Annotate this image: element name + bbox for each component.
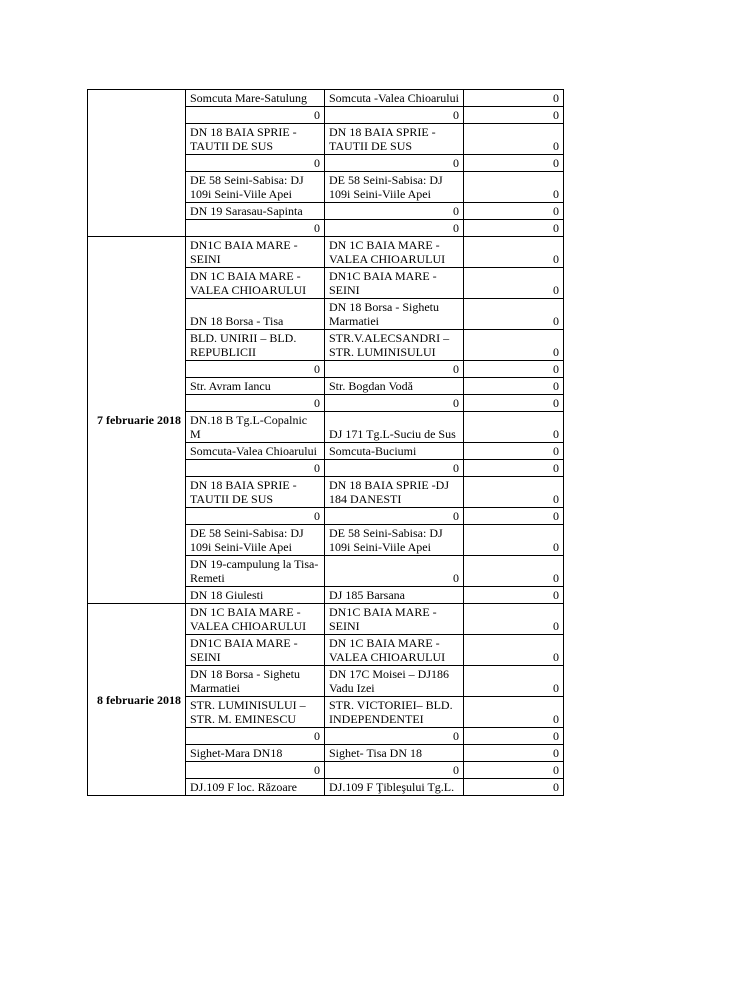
value-cell: 0 [464, 155, 564, 172]
from-location-cell: DE 58 Seini-Sabisa: DJ 109i Seini-Viile Apei [186, 525, 325, 556]
to-location-cell: Somcuta -Valea Chioarului [325, 90, 464, 107]
to-location-cell: DJ 171 Tg.L-Suciu de Sus [325, 412, 464, 443]
value-cell: 0 [464, 556, 564, 587]
from-location-cell: 0 [186, 155, 325, 172]
to-location-cell: DN 18 BAIA SPRIE - TAUTII DE SUS [325, 124, 464, 155]
from-location-cell: DN 18 Borsa - Sighetu Marmatiei [186, 666, 325, 697]
from-location-cell: DN 19-campulung la Tisa- Remeti [186, 556, 325, 587]
date-cell: 7 februarie 2018 [88, 237, 186, 604]
from-location-cell: DN 18 BAIA SPRIE - TAUTII DE SUS [186, 477, 325, 508]
to-location-cell: 0 [325, 556, 464, 587]
value-cell: 0 [464, 745, 564, 762]
value-cell: 0 [464, 90, 564, 107]
from-location-cell: 0 [186, 508, 325, 525]
to-location-cell: 0 [325, 460, 464, 477]
value-cell: 0 [464, 299, 564, 330]
from-location-cell: DN1C BAIA MARE - SEINI [186, 635, 325, 666]
from-location-cell: 0 [186, 395, 325, 412]
to-location-cell: DN 18 BAIA SPRIE -DJ 184 DANESTI [325, 477, 464, 508]
from-location-cell: Sighet-Mara DN18 [186, 745, 325, 762]
from-location-cell: 0 [186, 361, 325, 378]
to-location-cell: DN 1C BAIA MARE - VALEA CHIOARULUI [325, 237, 464, 268]
from-location-cell: DN 1C BAIA MARE - VALEA CHIOARULUI [186, 604, 325, 635]
from-location-cell: DN 18 BAIA SPRIE - TAUTII DE SUS [186, 124, 325, 155]
value-cell: 0 [464, 395, 564, 412]
value-cell: 0 [464, 412, 564, 443]
from-location-cell: DN 18 Borsa - Tisa [186, 299, 325, 330]
from-location-cell: 0 [186, 762, 325, 779]
value-cell: 0 [464, 124, 564, 155]
to-location-cell: 0 [325, 361, 464, 378]
to-location-cell: DN 1C BAIA MARE - VALEA CHIOARULUI [325, 635, 464, 666]
value-cell: 0 [464, 525, 564, 556]
from-location-cell: DN 19 Sarasau-Sapinta [186, 203, 325, 220]
to-location-cell: 0 [325, 220, 464, 237]
from-location-cell: DN1C BAIA MARE - SEINI [186, 237, 325, 268]
value-cell: 0 [464, 697, 564, 728]
to-location-cell: 0 [325, 203, 464, 220]
value-cell: 0 [464, 220, 564, 237]
to-location-cell: DN 18 Borsa - Sighetu Marmatiei [325, 299, 464, 330]
to-location-cell: DJ.109 F Ţibleşului Tg.L. [325, 779, 464, 796]
to-location-cell: 0 [325, 155, 464, 172]
date-cell [88, 90, 186, 237]
to-location-cell: Somcuta-Buciumi [325, 443, 464, 460]
value-cell: 0 [464, 378, 564, 395]
value-cell: 0 [464, 762, 564, 779]
to-location-cell: STR.V.ALECSANDRI – STR. LUMINISULUI [325, 330, 464, 361]
to-location-cell: DE 58 Seini-Sabisa: DJ 109i Seini-Viile Apei [325, 525, 464, 556]
from-location-cell: DN 1C BAIA MARE - VALEA CHIOARULUI [186, 268, 325, 299]
to-location-cell: STR. VICTORIEI– BLD. INDEPENDENTEI [325, 697, 464, 728]
value-cell: 0 [464, 107, 564, 124]
from-location-cell: STR. LUMINISULUI – STR. M. EMINESCU [186, 697, 325, 728]
value-cell: 0 [464, 330, 564, 361]
value-cell: 0 [464, 237, 564, 268]
from-location-cell: 0 [186, 107, 325, 124]
from-location-cell: 0 [186, 728, 325, 745]
from-location-cell: DJ.109 F loc. Răzoare [186, 779, 325, 796]
value-cell: 0 [464, 635, 564, 666]
value-cell: 0 [464, 443, 564, 460]
value-cell: 0 [464, 728, 564, 745]
traffic-table [87, 89, 564, 796]
from-location-cell: Str. Avram Iancu [186, 378, 325, 395]
value-cell: 0 [464, 268, 564, 299]
value-cell: 0 [464, 508, 564, 525]
value-cell: 0 [464, 779, 564, 796]
to-location-cell: DN1C BAIA MARE - SEINI [325, 268, 464, 299]
table-row [88, 90, 564, 107]
value-cell: 0 [464, 587, 564, 604]
to-location-cell: DJ 185 Barsana [325, 587, 464, 604]
to-location-cell: 0 [325, 728, 464, 745]
table-row [88, 237, 564, 268]
to-location-cell: Sighet- Tisa DN 18 [325, 745, 464, 762]
value-cell: 0 [464, 666, 564, 697]
from-location-cell: 0 [186, 220, 325, 237]
to-location-cell: DE 58 Seini-Sabisa: DJ 109i Seini-Viile Apei [325, 172, 464, 203]
from-location-cell: Somcuta-Valea Chioarului [186, 443, 325, 460]
value-cell: 0 [464, 477, 564, 508]
to-location-cell: 0 [325, 762, 464, 779]
value-cell: 0 [464, 460, 564, 477]
from-location-cell: BLD. UNIRII – BLD. REPUBLICII [186, 330, 325, 361]
from-location-cell: DN 18 Giulesti [186, 587, 325, 604]
value-cell: 0 [464, 604, 564, 635]
to-location-cell: 0 [325, 395, 464, 412]
from-location-cell: DE 58 Seini-Sabisa: DJ 109i Seini-Viile Apei [186, 172, 325, 203]
to-location-cell: Str. Bogdan Vodă [325, 378, 464, 395]
date-cell: 8 februarie 2018 [88, 604, 186, 796]
from-location-cell: 0 [186, 460, 325, 477]
to-location-cell: 0 [325, 508, 464, 525]
to-location-cell: DN 17C Moisei – DJ186 Vadu Izei [325, 666, 464, 697]
value-cell: 0 [464, 361, 564, 378]
to-location-cell: 0 [325, 107, 464, 124]
table-row [88, 604, 564, 635]
to-location-cell: DN1C BAIA MARE - SEINI [325, 604, 464, 635]
value-cell: 0 [464, 203, 564, 220]
value-cell: 0 [464, 172, 564, 203]
from-location-cell: Somcuta Mare-Satulung [186, 90, 325, 107]
from-location-cell: DN.18 B Tg.L-Copalnic M [186, 412, 325, 443]
